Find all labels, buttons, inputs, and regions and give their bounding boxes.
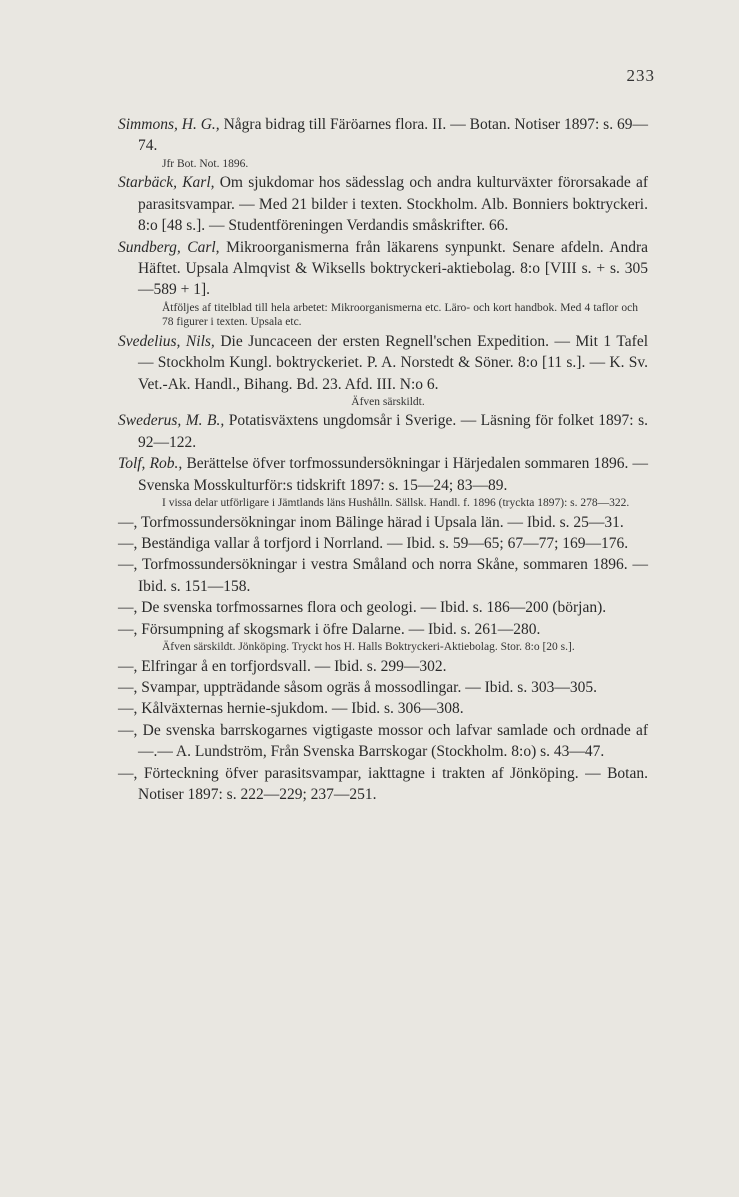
- bibliography-entry: [118, 533, 648, 554]
- entry-text: Mikroorganismerna från läkarens synpunkt. Senare afdeln. Andra Häftet. Upsala Almqvist & Wiksells boktryckeri-aktiebolag. 8:o [VIII s. + s. 305—589 + 1].: [138, 238, 649, 299]
- entry-text: —, Elfringar å en torfjordsvall. — Ibid. s. 299—302.: [118, 657, 447, 675]
- entry-text: —, Torfmossundersökningar inom Bälinge härad i Upsala län. — Ibid. s. 25—31.: [118, 513, 624, 531]
- entry-text: Några bidrag till Färöarnes flora. II. — Botan. Notiser 1897: s. 69—74.: [138, 116, 648, 155]
- bibliography-entry: [118, 677, 648, 698]
- bibliography-entry: [118, 512, 648, 533]
- entry-text: —, Svampar, uppträdande såsom ogräs å mossodlingar. — Ibid. s. 303—305.: [118, 678, 597, 696]
- bibliography-entry: [118, 656, 648, 677]
- bibliography-entry: [118, 597, 648, 618]
- bibliography-entry: [118, 114, 648, 157]
- bibliography-entry: [118, 172, 648, 236]
- entry-note: Äfven särskildt. Jönköping. Tryckt hos H. Halls Boktryckeri-Aktiebolag. Stor. 8:o [20 s.].: [162, 641, 575, 654]
- bibliography-entry: [118, 410, 648, 453]
- entry-text: —, Beständiga vallar å torfjord i Norrland. — Ibid. s. 59—65; 67—77; 169—176.: [118, 535, 629, 552]
- entry-text: Potatisväxtens ungdomsår i Sverige. — Läsning för folket 1897: s. 92—122.: [138, 412, 649, 451]
- page-number: 233: [626, 66, 655, 85]
- entry-note: I vissa delar utförligare i Jämtlands läns Hushålln. Sällsk. Handl. f. 1896 (tryckta 1897): s. 278—322.: [162, 497, 630, 510]
- bibliography-entry: [118, 720, 648, 763]
- entry-note: Jfr Bot. Not. 1896.: [162, 157, 249, 170]
- entry-author: Simmons, H. G.,: [118, 116, 220, 133]
- entry-text: Om sjukdomar hos sädesslag och andra kulturväxter förorsakade af parasitsvampar. — Med 21 bilder i texten. Stockholm. Alb. Bonniers boktryckeri. 8:o [48 s.]. — Studentföreningen Verdandis småskrifter. 66.: [138, 174, 649, 235]
- entry-author: Sundberg, Carl,: [118, 238, 220, 256]
- entry-author: Svedelius, Nils,: [118, 332, 215, 350]
- bibliography-entry: [118, 453, 648, 496]
- entry-text: —, Förteckning öfver parasitsvampar, iakttagne i trakten af Jönköping. — Botan. Notiser 1897: s. 222—229; 237—251.: [118, 764, 648, 803]
- entry-text: —, De svenska barrskogarnes vigtigaste mossor och lafvar samlade och ordnade af —.— A. Lundström, Från Svenska Barrskogar (Stockholm. 8:o) s. 43—47.: [118, 721, 648, 761]
- entry-text: —, Torfmossundersökningar i vestra Småland och norra Skåne, sommaren 1896. — Ibid. s. 151—158.: [118, 556, 648, 595]
- entry-author: Swederus, M. B.,: [118, 412, 225, 430]
- entry-note: Äfven särskildt.: [351, 395, 425, 408]
- bibliography-entry: [118, 619, 648, 640]
- bibliography-entry: [118, 237, 648, 301]
- entry-note: Åtföljes af titelblad till hela arbetet: Mikroorganismerna etc. Läro- och kort handbok. Med 4 taflor och 78 figurer i texten. Upsala etc.: [162, 301, 638, 329]
- entry-author: Starbäck, Karl,: [118, 174, 215, 192]
- bibliography-entry: [118, 331, 648, 395]
- bibliography-list: [118, 114, 648, 805]
- entry-text: Berättelse öfver torfmossundersökningar i Härjedalen sommaren 1896. — Svenska Mosskulturför:s tidskrift 1897: s. 15—24; 83—89.: [138, 455, 648, 494]
- bibliography-entry: [118, 763, 648, 806]
- bibliography-entry: [118, 698, 648, 719]
- entry-text: —, De svenska torfmossarnes flora och geologi. — Ibid. s. 186—200 (början).: [118, 599, 607, 617]
- entry-text: Die Juncaceen der ersten Regnell'schen Expedition. — Mit 1 Tafel — Stockholm Kungl. boktryckeriet. P. A. Norstedt & Söner. 8:o [11 s.]. — K. Sv. Vet.-Ak. Handl., Bihang. Bd. 23. Afd. III. N:o 6.: [138, 332, 649, 393]
- entry-text: —, Försumpning af skogsmark i öfre Dalarne. — Ibid. s. 261—280.: [118, 620, 541, 638]
- entry-author: Tolf, Rob.,: [118, 455, 183, 473]
- entry-text: —, Kålväxternas hernie-sjukdom. — Ibid. s. 306—308.: [118, 700, 464, 718]
- bibliography-entry: [118, 554, 648, 597]
